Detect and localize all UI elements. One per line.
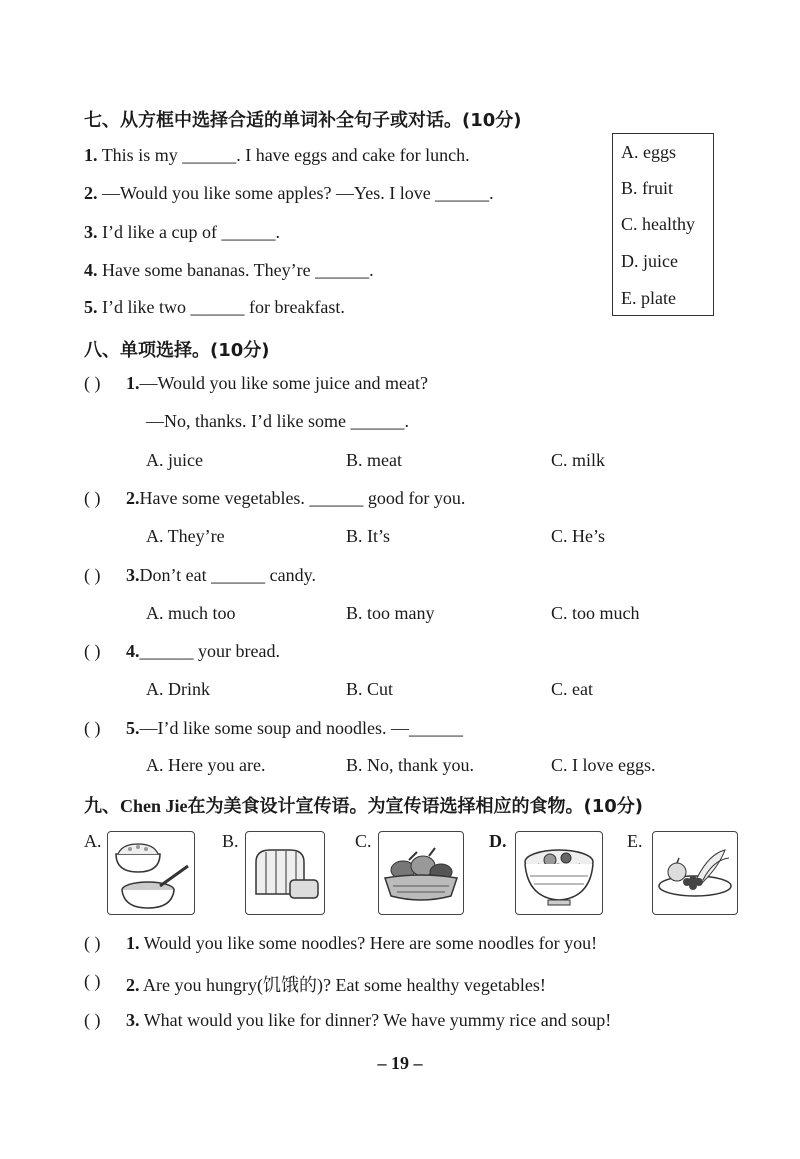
answer-paren[interactable]: ( ) — [84, 565, 101, 585]
noodles-picture — [515, 831, 603, 915]
s8-q1-line2: —No, thanks. I’d like some ______. — [146, 411, 409, 431]
item-number: 3. — [126, 1010, 140, 1030]
item-number: 3. — [126, 565, 140, 585]
s7-item-5 — [84, 297, 345, 318]
item-number: 1. — [84, 145, 98, 165]
item-number: 1. — [126, 933, 140, 953]
option-c: C. milk — [551, 450, 606, 470]
s7-item-2 — [84, 183, 494, 204]
item-text: I’d like two ______ for breakfast. — [102, 297, 345, 317]
noodles-icon — [516, 832, 602, 914]
option-a: A. Drink — [146, 679, 210, 699]
s8-q2 — [126, 488, 465, 509]
item-text: ______ your bread. — [139, 641, 280, 661]
item-text: —Would you like some juice and meat? — [139, 373, 428, 393]
s9-item-1 — [126, 933, 597, 954]
option-c: C. too much — [551, 603, 640, 623]
item-number: 4. — [84, 260, 98, 280]
item-text: I’d like a cup of ______. — [102, 222, 280, 242]
word-option: A. eggs — [621, 142, 676, 162]
option-b: B. too many — [346, 603, 435, 623]
item-number: 1. — [126, 373, 140, 393]
pic-label-d: D. — [489, 831, 507, 851]
item-text: What would you like for dinner? We have yummy rice and soup! — [143, 1010, 612, 1030]
section-8-title: 八、单项选择。(10分) — [84, 340, 270, 361]
title-prefix: 九、 — [84, 796, 120, 817]
title-rest: 在为美食设计宣传语。为宣传语选择相应的食物。(10分) — [187, 796, 643, 817]
section-9-title — [84, 792, 643, 818]
answer-paren[interactable]: ( ) — [84, 373, 101, 393]
pic-label-b: B. — [222, 831, 239, 851]
item-number: 4. — [126, 641, 140, 661]
rice-soup-icon — [108, 832, 194, 914]
option-a: A. much too — [146, 603, 236, 623]
option-b: B. meat — [346, 450, 402, 470]
rice-soup-picture — [107, 831, 195, 915]
s7-item-1 — [84, 145, 470, 166]
answer-paren[interactable]: ( ) — [84, 718, 101, 738]
vegetables-icon — [379, 832, 463, 914]
title-name: Chen Jie — [120, 796, 188, 816]
answer-paren[interactable]: ( ) — [84, 971, 101, 991]
option-b: B. Cut — [346, 679, 394, 699]
item-number: 2. — [126, 975, 140, 995]
answer-paren[interactable]: ( ) — [84, 1010, 101, 1030]
section-7-title: 七、从方框中选择合适的单词补全句子或对话。(10分) — [84, 110, 522, 131]
s8-q4 — [126, 641, 280, 662]
item-text: Are you hungry(饥饿的)? Eat some healthy vegetables! — [143, 975, 546, 995]
bread-icon — [246, 832, 324, 914]
option-b: B. It’s — [346, 526, 391, 546]
item-text: Have some bananas. They’re ______. — [102, 260, 374, 280]
pic-label-e: E. — [627, 831, 643, 851]
s7-item-3 — [84, 222, 280, 243]
option-c: C. I love eggs. — [551, 755, 656, 775]
option-c: C. He’s — [551, 526, 605, 546]
word-option: C. healthy — [621, 214, 695, 234]
word-option: D. juice — [621, 251, 678, 271]
item-number: 5. — [126, 718, 140, 738]
pic-label-c: C. — [355, 831, 372, 851]
word-box — [612, 133, 714, 316]
option-c: C. eat — [551, 679, 593, 699]
item-text: —Would you like some apples? —Yes. I love ______. — [102, 183, 494, 203]
item-number: 2. — [126, 488, 140, 508]
item-text: This is my ______. I have eggs and cake for lunch. — [101, 145, 470, 165]
item-text: Would you like some noodles? Here are some noodles for you! — [143, 933, 598, 953]
page-number: – 19 – — [377, 1053, 423, 1073]
word-option: E. plate — [621, 288, 676, 308]
s8-q3 — [126, 565, 316, 586]
s9-item-3 — [126, 1010, 611, 1031]
item-text: Have some vegetables. ______ good for you. — [139, 488, 466, 508]
item-text: —I’d like some soup and noodles. —______ — [139, 718, 463, 738]
item-number: 2. — [84, 183, 98, 203]
s7-item-4 — [84, 260, 374, 281]
fruit-picture — [652, 831, 738, 915]
item-number: 3. — [84, 222, 98, 242]
s9-item-2 — [126, 971, 546, 997]
s8-q5 — [126, 718, 463, 739]
option-b: B. No, thank you. — [346, 755, 474, 775]
item-text: Don’t eat ______ candy. — [139, 565, 316, 585]
option-a: A. They’re — [146, 526, 225, 546]
word-option: B. fruit — [621, 178, 673, 198]
s8-q1-line1 — [126, 373, 428, 394]
answer-paren[interactable]: ( ) — [84, 641, 101, 661]
item-number: 5. — [84, 297, 98, 317]
option-a: A. juice — [146, 450, 203, 470]
pic-label-a: A. — [84, 831, 102, 851]
answer-paren[interactable]: ( ) — [84, 488, 101, 508]
vegetables-picture — [378, 831, 464, 915]
fruit-icon — [653, 832, 737, 914]
option-a: A. Here you are. — [146, 755, 266, 775]
answer-paren[interactable]: ( ) — [84, 933, 101, 953]
bread-picture — [245, 831, 325, 915]
